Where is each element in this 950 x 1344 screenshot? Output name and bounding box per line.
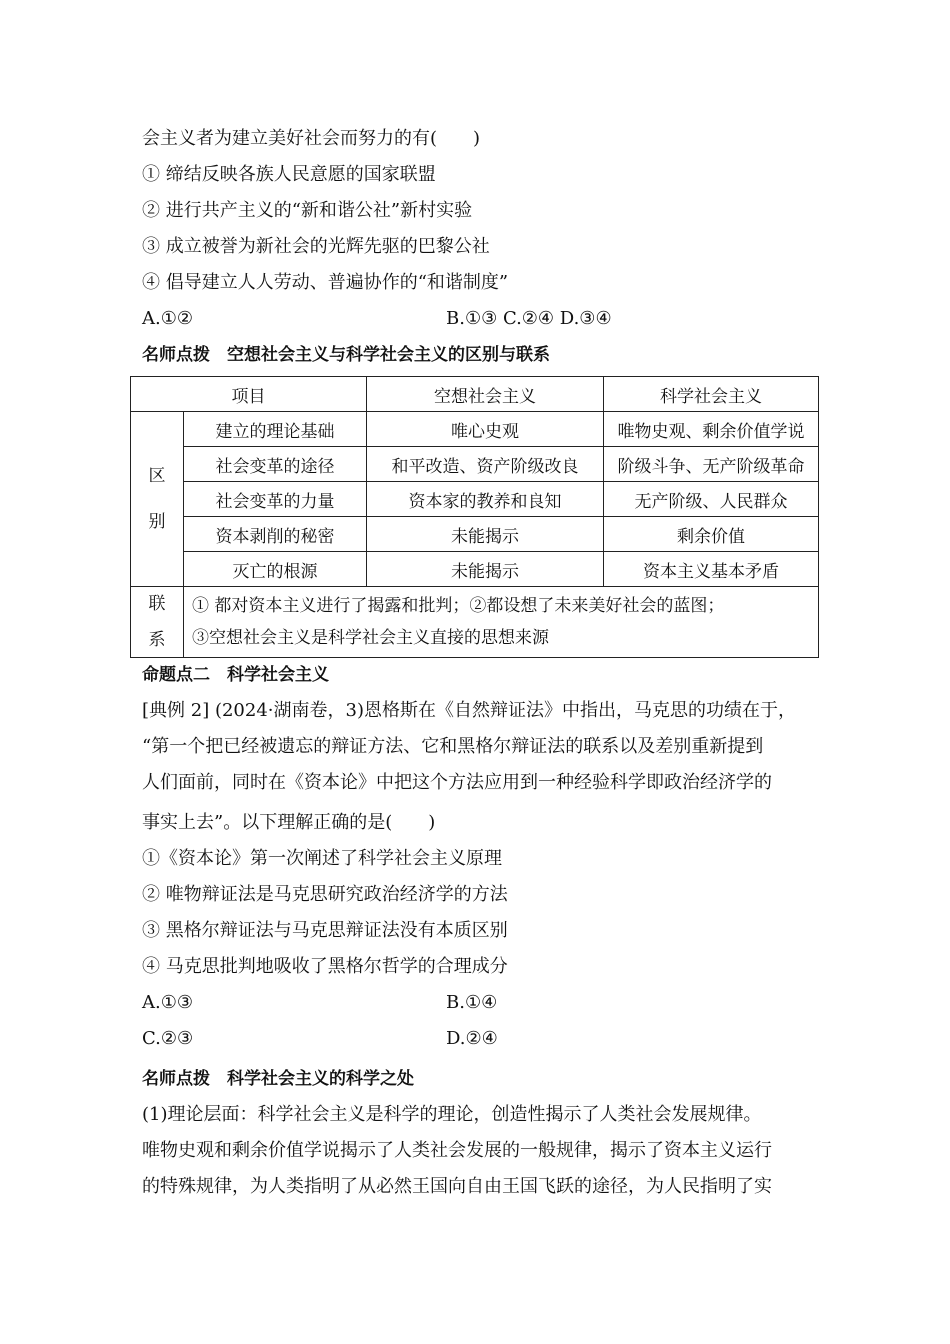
question-1-item-2: ② 进行共产主义的“新和谐公社”新村实验 [142, 200, 473, 221]
question-1-item-3: ③ 成立被誉为新社会的光辉先驱的巴黎公社 [142, 236, 490, 257]
question-1-item-4: ④ 倡导建立人人劳动、普遍协作的“和谐制度” [142, 272, 509, 293]
link-label-char-1: 联 [148, 594, 166, 614]
tip-2-line-2: 唯物史观和剩余价值学说揭示了人类社会发展的一般规律，揭示了资本主义运行 [142, 1140, 772, 1161]
tip-1-heading: 名师点拨 空想社会主义与科学社会主义的区别与联系 [142, 345, 550, 365]
table-row [131, 412, 819, 447]
link-line-2: ③空想社会主义是科学社会主义直接的思想来源 [192, 628, 549, 648]
table-cell: 唯心史观 [366, 412, 603, 447]
question-2-line-1: [典例 2] (2024·湖南卷，3)恩格斯在《自然辩证法》中指出，马克思的功绩在于， [142, 700, 796, 721]
table-row [131, 552, 819, 587]
table-row [131, 482, 819, 517]
question-2-option-c: C.②③ [142, 1028, 194, 1049]
question-2-option-a: A.①③ [142, 992, 193, 1013]
table-cell: 未能揭示 [366, 517, 603, 552]
link-label-char-2: 系 [148, 630, 166, 650]
question-2-item-2: ② 唯物辩证法是马克思研究政治经济学的方法 [142, 884, 508, 905]
question-1-stem: 会主义者为建立美好社会而努力的有( ) [142, 128, 481, 149]
table-header-utopian: 空想社会主义 [366, 377, 603, 412]
question-2-item-4: ④ 马克思批判地吸收了黑格尔哲学的合理成分 [142, 956, 508, 977]
table-cell: 社会变革的途径 [184, 447, 367, 482]
link-content [184, 587, 819, 658]
question-2-option-d: D.②④ [446, 1028, 498, 1049]
table-cell: 灭亡的根源 [184, 552, 367, 587]
difference-label [131, 412, 184, 587]
tip-2-line-1: (1)理论层面：科学社会主义是科学的理论，创造性揭示了人类社会发展规律。 [142, 1104, 762, 1125]
table-cell: 唯物史观、剩余价值学说 [603, 412, 818, 447]
question-2-item-3: ③ 黑格尔辩证法与马克思辩证法没有本质区别 [142, 920, 508, 941]
table-link-row [131, 587, 819, 658]
table-cell: 资本家的教养和良知 [366, 482, 603, 517]
table-header-item: 项目 [131, 377, 367, 412]
table-cell: 资本剥削的秘密 [184, 517, 367, 552]
question-1-item-1: ① 缔结反映各族人民意愿的国家联盟 [142, 164, 436, 185]
question-2-line-4: 事实上去”。以下理解正确的是( ) [142, 812, 436, 833]
table-cell: 资本主义基本矛盾 [603, 552, 818, 587]
table-cell: 和平改造、资产阶级改良 [366, 447, 603, 482]
table-row [131, 517, 819, 552]
table-header-row [131, 377, 819, 412]
question-1-options-bcd: B.①③ C.②④ D.③④ [446, 308, 612, 329]
question-2-option-b: B.①④ [446, 992, 498, 1013]
tip-2-line-3: 的特殊规律，为人类指明了从必然王国向自由王国飞跃的途径，为人民指明了实 [142, 1176, 772, 1197]
table-cell: 社会变革的力量 [184, 482, 367, 517]
question-1-option-a: A.①② [142, 308, 193, 329]
difference-label-char-1: 区 [148, 466, 166, 486]
table-cell: 阶级斗争、无产阶级革命 [603, 447, 818, 482]
table-cell: 无产阶级、人民群众 [603, 482, 818, 517]
link-line-1: ① 都对资本主义进行了揭露和批判；②都设想了未来美好社会的蓝图； [192, 596, 725, 616]
table-header-scientific: 科学社会主义 [603, 377, 818, 412]
table-row [131, 447, 819, 482]
tip-2-heading: 名师点拨 科学社会主义的科学之处 [142, 1069, 414, 1089]
question-2-line-2: “第一个把已经被遗忘的辩证方法、它和黑格尔辩证法的联系以及差别重新提到 [142, 736, 764, 757]
table-cell: 建立的理论基础 [184, 412, 367, 447]
comparison-table [130, 376, 819, 658]
table-cell: 剩余价值 [603, 517, 818, 552]
question-2-item-1: ①《资本论》第一次阐述了科学社会主义原理 [142, 848, 502, 869]
question-2-line-3: 人们面前，同时在《资本论》中把这个方法应用到一种经验科学即政治经济学的 [142, 772, 772, 793]
section-2-heading: 命题点二 科学社会主义 [142, 665, 329, 685]
difference-label-char-2: 别 [148, 512, 166, 532]
table-cell: 未能揭示 [366, 552, 603, 587]
link-label [131, 587, 184, 658]
